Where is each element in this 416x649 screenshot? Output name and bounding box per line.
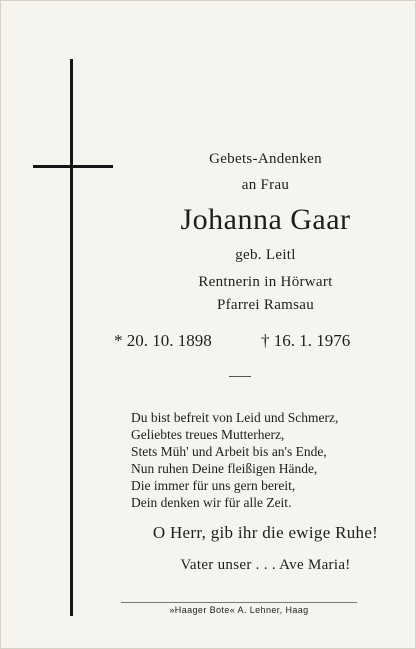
cross-horizontal-bar (33, 165, 113, 168)
poem-line: Geliebtes treues Mutterherz, (131, 427, 285, 442)
poem-line: Dein denken wir für alle Zeit. (131, 495, 292, 510)
occupation: Rentnerin in Hörwart (198, 274, 333, 290)
cross-vertical-bar (70, 59, 73, 616)
poem-line: Du bist befreit von Leid und Schmerz, (131, 410, 339, 425)
closing-prayer: Vater unser . . . Ave Maria! (180, 557, 351, 573)
maiden-name: geb. Leitl (235, 247, 296, 263)
poem-line: Nun ruhen Deine fleißigen Hände, (131, 461, 318, 476)
poem (131, 409, 338, 511)
deceased-name: Johanna Gaar (180, 203, 351, 236)
footer-rule (121, 602, 357, 603)
prayer: O Herr, gib ihr die ewige Ruhe! (152, 523, 379, 542)
salutation: an Frau (241, 177, 290, 193)
divider (229, 376, 251, 377)
poem-line: Stets Müh' und Arbeit bis an's Ende, (131, 444, 327, 459)
death-date: † 16. 1. 1976 (261, 331, 351, 350)
birth-date: * 20. 10. 1898 (114, 331, 212, 350)
parish: Pfarrei Ramsau (216, 297, 315, 313)
card-heading: Gebets-Andenken (209, 151, 322, 167)
poem-line: Die immer für uns gern bereit, (131, 478, 296, 493)
printer-credit: »Haager Bote« A. Lehner, Haag (169, 605, 309, 615)
